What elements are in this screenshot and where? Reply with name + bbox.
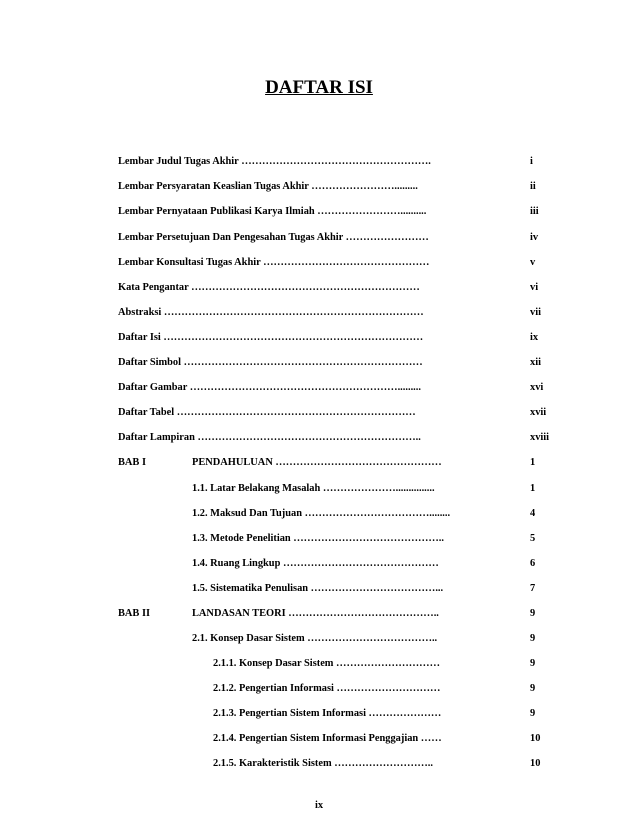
toc-entry (0, 430, 638, 446)
toc-subsection (0, 731, 638, 747)
chapter-title: PENDAHULUAN ………………………………………… (192, 457, 442, 468)
toc-entry (0, 305, 638, 321)
toc-entry-page: 1 (530, 483, 536, 494)
toc-entry-page: 5 (530, 533, 536, 544)
toc-entry-page: 4 (530, 508, 536, 519)
toc-entry (0, 280, 638, 296)
toc-section-text: 1.1. Latar Belakang Masalah …………………............... (192, 483, 435, 494)
chapter-heading (0, 606, 638, 622)
toc-entry-page: 6 (530, 558, 536, 569)
toc-entry (0, 355, 638, 371)
toc-entry-text: Daftar Tabel …………………………………………………………… (118, 407, 416, 418)
toc-entry-text: Daftar Gambar ……………………………………………………......... (118, 382, 421, 393)
toc-entry-text: Lembar Persyaratan Keaslian Tugas Akhir ……………………......... (118, 181, 418, 192)
toc-subsection-text: 2.1.4. Pengertian Sistem Informasi Penggajian …… (213, 733, 442, 744)
toc-entry-text: Daftar Isi ………………………………………………………………… (118, 332, 424, 343)
toc-section-text: 2.1. Konsep Dasar Sistem ……………………………….. (192, 633, 438, 644)
toc-entry (0, 154, 638, 170)
page-number: ix (314, 800, 324, 811)
toc-entry-page: v (530, 257, 536, 268)
toc-entry-page: 10 (530, 733, 541, 744)
toc-entry-page: 7 (530, 583, 536, 594)
toc-section-text: 1.5. Sistematika Penulisan ………………………………... (192, 583, 444, 594)
toc-section-text: 1.2. Maksud Dan Tujuan ………………………………........ (192, 508, 451, 519)
toc-subsection-text: 2.1.3. Pengertian Sistem Informasi ………………… (213, 708, 442, 719)
toc-subsection (0, 756, 638, 772)
toc-entry-text: Lembar Pernyataan Publikasi Karya Ilmiah …………………….......... (118, 206, 427, 217)
toc-entry (0, 380, 638, 396)
toc-entry-page: iii (530, 206, 539, 217)
toc-section (0, 631, 638, 647)
chapter-title: LANDASAN TEORI …………………………………….. (192, 608, 439, 619)
toc-entry-page: ii (530, 181, 536, 192)
toc-entry-page: 9 (530, 708, 536, 719)
toc-section-text: 1.4. Ruang Lingkup ……………………………………… (192, 558, 439, 569)
toc-section (0, 481, 638, 497)
toc-entry (0, 255, 638, 271)
chapter-label: BAB I (118, 457, 147, 468)
toc-entry-page: 1 (530, 457, 536, 468)
toc-entry-text: Lembar Konsultasi Tugas Akhir ………………………………………… (118, 257, 430, 268)
page-title: DAFTAR ISI (265, 77, 373, 98)
toc-section (0, 506, 638, 522)
toc-entry-page: iv (530, 232, 539, 243)
toc-entry-text: Lembar Persetujuan Dan Pengesahan Tugas Akhir …………………… (118, 232, 429, 243)
toc-entry-page: 9 (530, 633, 536, 644)
chapter-label: BAB II (118, 608, 151, 619)
toc-subsection (0, 656, 638, 672)
toc-entry (0, 204, 638, 220)
toc-section-text: 1.3. Metode Penelitian …………………………………….. (192, 533, 444, 544)
toc-section (0, 531, 638, 547)
toc-entry-page: xviii (530, 432, 550, 443)
toc-entry (0, 330, 638, 346)
toc-entry-text: Abstraksi ………………………………………………………………… (118, 307, 424, 318)
toc-entry-text: Kata Pengantar ………………………………………………………… (118, 282, 420, 293)
toc-entry-page: 9 (530, 683, 536, 694)
toc-entry-page: vii (530, 307, 541, 318)
toc-entry (0, 230, 638, 246)
toc-subsection-text: 2.1.1. Konsep Dasar Sistem ………………………… (213, 658, 440, 669)
toc-entry-page: ix (530, 332, 539, 343)
toc-entry-page: xvi (530, 382, 544, 393)
toc-entry-text: Lembar Judul Tugas Akhir ………………………………………………. (118, 156, 431, 167)
toc-section (0, 581, 638, 597)
toc-entry-page: xvii (530, 407, 547, 418)
toc-subsection (0, 706, 638, 722)
toc-section (0, 556, 638, 572)
toc-subsection-text: 2.1.2. Pengertian Informasi ………………………… (213, 683, 441, 694)
toc-entry-page: 9 (530, 608, 536, 619)
toc-entry-page: 9 (530, 658, 536, 669)
toc-entry-text: Daftar Simbol …………………………………………………………… (118, 357, 423, 368)
toc-subsection-text: 2.1.5. Karakteristik Sistem ……………………….. (213, 758, 433, 769)
toc-entry-text: Daftar Lampiran ……………………………………………………….. (118, 432, 421, 443)
toc-entry-page: vi (530, 282, 539, 293)
toc-entry-page: 10 (530, 758, 541, 769)
toc-entry (0, 179, 638, 195)
toc-subsection (0, 681, 638, 697)
toc-entry-page: xii (530, 357, 541, 368)
toc-entry-page: i (530, 156, 533, 167)
chapter-heading (0, 455, 638, 471)
toc-entry (0, 405, 638, 421)
